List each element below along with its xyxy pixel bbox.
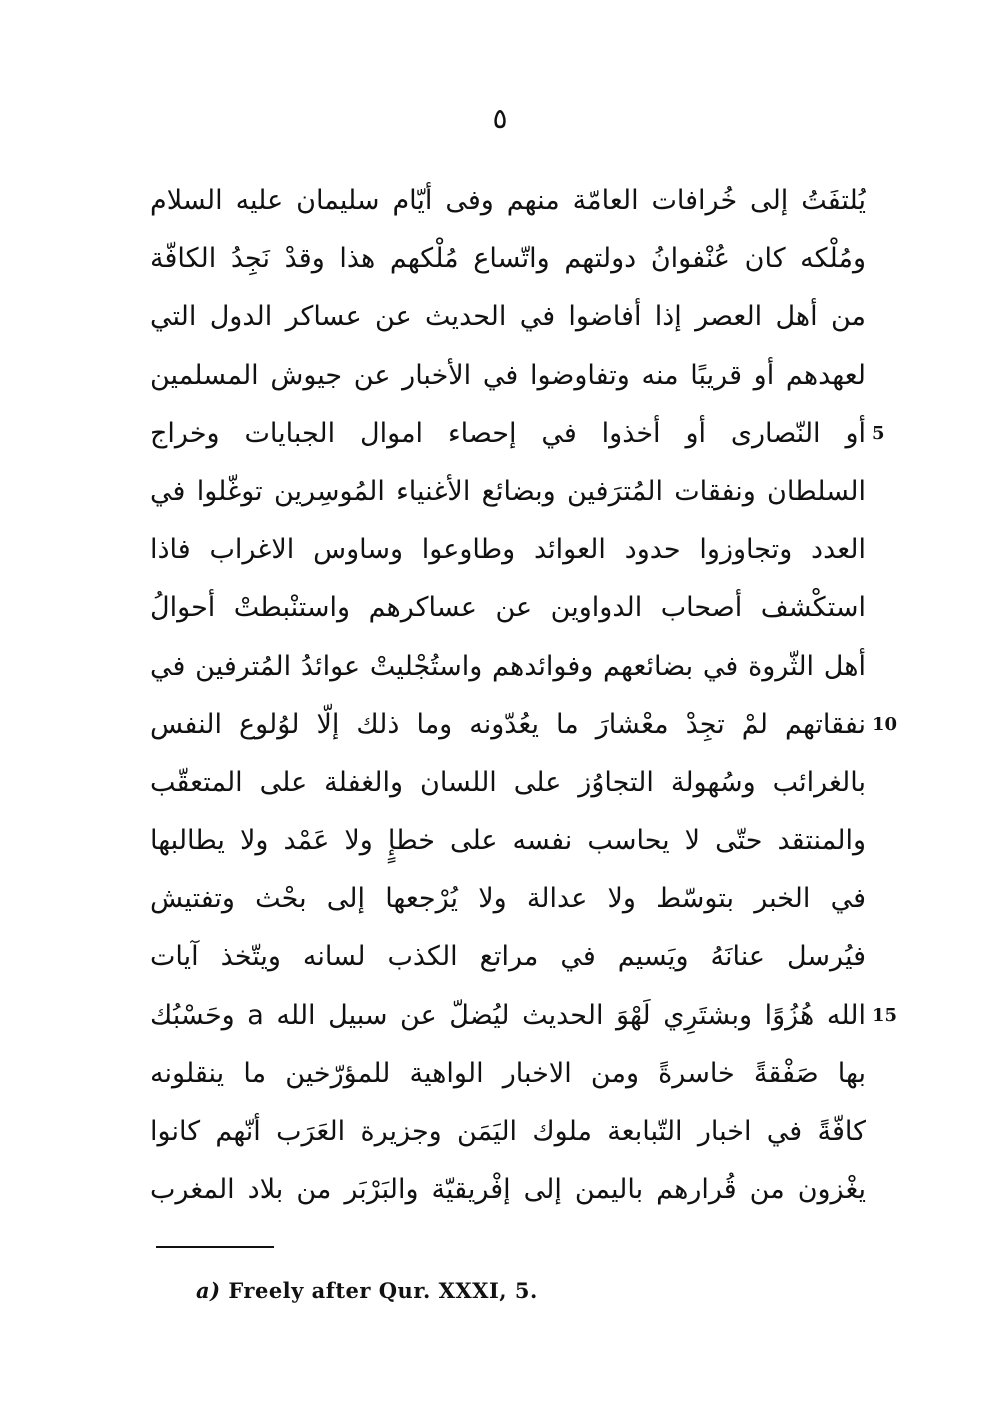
line-text: بها صَفْقةً خاسرةً ومن الاخبار الواهية للمؤرّخين ما ينقلونه [150,1057,866,1089]
text-line [150,1045,866,1103]
footnote-text: Freely after Qur. XXXI, 5. [228,1278,538,1303]
text-line [150,288,866,346]
line-text: الله هُزُوًا وبشتَرِي لَهْوَ الحديث ليُضلّ عن سبيل الله a وحَسْبُك [150,999,866,1031]
text-line [150,812,866,870]
text-line [150,172,866,230]
text-line [150,1103,866,1161]
text-line [150,463,866,521]
line-text: ومُلْكه كان عُنْفوانُ دولتهم واتّساع مُلْكهم هذا وقدْ نَجِدُ الكافّة [150,243,866,275]
footnote-divider [156,1246,274,1248]
arabic-text-body [150,172,898,1219]
text-line [150,521,866,579]
line-text: في الخبر بتوسّط ولا عدالة ولا يُرْجعها إلى بحْث وتفتيش [150,883,866,915]
line-text: لعهدهم أو قريبًا منه وتفاوضوا في الأخبار عن جيوش المسلمين [150,359,866,391]
line-text: يغْزون من قُرارهم باليمن إلى إفْريقيّة والبَرْبَر من بلاد المغرب [150,1174,866,1206]
text-line [150,230,866,288]
line-text: يُلتفَتُ إلى خُرافات العامّة منهم وفى أيّام سليمان عليه السلام [150,185,866,216]
line-text: السلطان ونفقات المُترَفين وبضائع الأغنياء المُوسِرين توغّلوا في [150,475,866,507]
line-text: استكْشف أصحاب الدواوين عن عساكرهم واستنْبطتْ أحوالُ [150,592,866,624]
line-text: أو النّصارى أو أخذوا في إحصاء اموال الجبايات وخراج [150,417,866,449]
text-line [150,754,866,812]
text-line [150,870,866,928]
text-line [150,987,898,1045]
line-number: 5 [872,422,885,444]
footnote-marker: a) [196,1278,221,1303]
line-number: 10 [872,713,898,735]
text-line [150,638,866,696]
line-text: أهل الثّروة في بضائعهم وفوائدهم واستُجْليتْ عوائدُ المُترفين في [150,650,866,682]
line-text: من أهل العصر إذا أفاضوا في الحديث عن عساكر الدول التي [150,301,866,333]
text-line [150,347,866,405]
line-text: فيُرسل عنانَهُ ويَسيم في مراتع الكذب لسانه ويتّخذ آيات [150,941,866,973]
page-number: ٥ [492,102,508,135]
line-text: كافّةً في اخبار التّبابعة ملوك اليَمَن وجزيرة العَرَب أنّهم كانوا [150,1116,866,1147]
text-line [150,579,866,637]
text-line [150,1161,866,1219]
footnote [196,1276,538,1306]
line-text: والمنتقد حتّى لا يحاسب نفسه على خطإٍ ولا عَمْد ولا يطالبها [150,825,866,857]
text-line [150,696,898,754]
line-text: العدد وتجاوزوا حدود العوائد وطاوعوا وساوس الاغراب فاذا [150,534,866,566]
text-line [150,928,866,986]
line-text: بالغرائب وسُهولة التجاوُز على اللسان والغفلة على المتعقّب [150,766,866,798]
line-text: نفقاتهم لمْ تجِدْ معْشارَ ما يعُدّونه وما ذلك إلّا لوُلوع النفس [150,708,866,740]
line-number: 15 [872,1004,898,1026]
text-line [150,405,885,463]
